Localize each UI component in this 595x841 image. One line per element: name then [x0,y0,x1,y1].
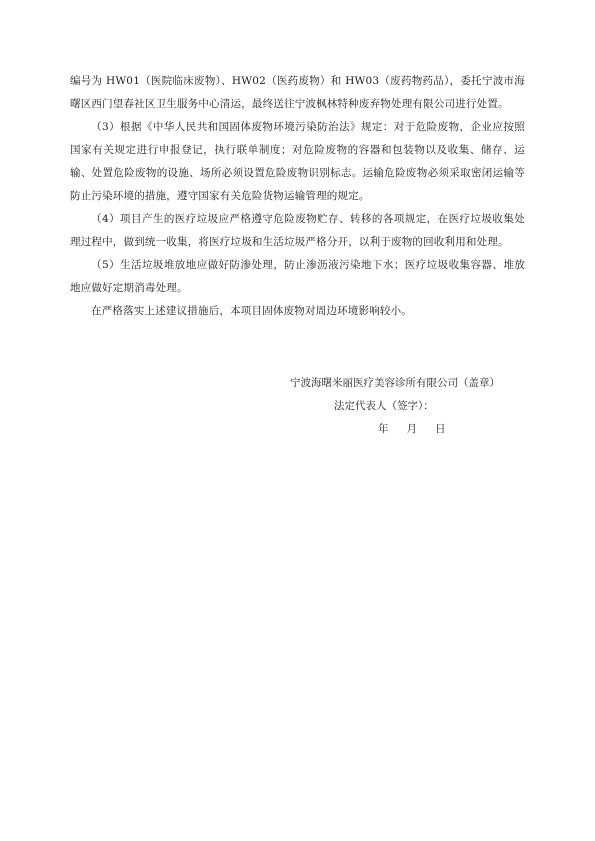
paragraph-conclusion: 在严格落实上述建议措施后，本项目固体废物对周边环境影响较小。 [91,305,412,317]
date-month-label: 月 [406,423,417,435]
legal-representative-line: 法定代表人（签字）： [334,400,434,412]
document-body [70,70,525,323]
date-day-label: 日 [435,423,446,435]
company-seal-line: 宁波海曙米丽医疗美容诊所有限公司（盖章） [290,377,500,389]
paragraph-hazardous-waste-law: （3）根据《中华人民共和国固体废物环境污染防治法》规定：对于危险废物，企业应按照国家有关规定进行申报登记，执行联单制度；对危险废物的容器和包装物以及收集、储存、运输、处置危险废物的设施、场所必须设置危险废物识别标志。运输危险废物必须采取密闭运输等防止污染环境的措施，遵守国家有关危险货物运输管理的规定。 [70,121,525,202]
paragraph-waste-codes: 编号为 HW01（医院临床废物）、HW02（医药废物）和 HW03（废药物药品），委托宁波市海曙区西门望春社区卫生服务中心清运，最终送往宁波枫林特种废弃物处理有限公司进行处置。 [70,75,525,110]
paragraph-domestic-waste-storage: （5）生活垃圾堆放地应做好防渗处理，防止渗沥液污染地下水；医疗垃圾收集容器、堆放地应做好定期消毒处理。 [70,259,525,294]
paragraph-medical-waste-handling: （4）项目产生的医疗垃圾应严格遵守危险废物贮存、转移的各项规定，在医疗垃圾收集处理过程中，做到统一收集，将医疗垃圾和生活垃圾严格分开，以利于废物的回收利用和处理。 [70,213,525,248]
date-year-label: 年 [378,423,389,435]
date-line [378,418,446,441]
